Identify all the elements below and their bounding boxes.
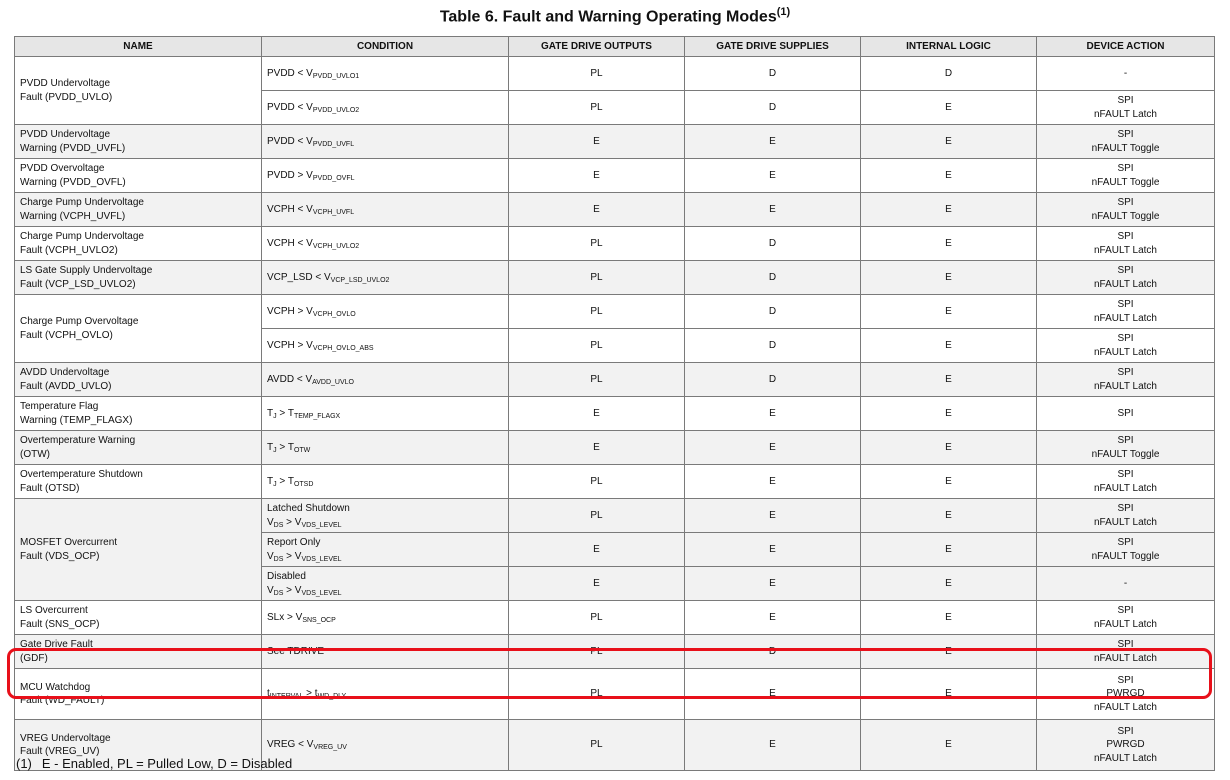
condition-text: > T (276, 407, 294, 419)
gate-drive-outputs-cell: PL (509, 499, 685, 533)
internal-logic-cell: E (861, 125, 1037, 159)
fault-name-line: Charge Pump Undervoltage (20, 231, 144, 242)
gate-drive-supplies-cell: E (685, 533, 861, 567)
fault-name-line: Fault (VDS_OCP) (20, 550, 100, 562)
device-action-line: nFAULT Latch (1094, 346, 1157, 358)
gate-drive-outputs-cell: PL (509, 261, 685, 295)
gate-drive-supplies-cell: D (685, 295, 861, 329)
condition-text: VCP_LSD < V (267, 271, 331, 283)
device-action-cell (1037, 261, 1215, 295)
device-action-cell (1037, 193, 1215, 227)
fault-name-line: PVDD Undervoltage (20, 129, 111, 140)
device-action-line: - (1123, 577, 1128, 589)
gate-drive-outputs-cell: E (509, 159, 685, 193)
condition-cell (262, 669, 509, 720)
condition-text: VCPH < V (267, 237, 313, 249)
fault-name-line: Warning (PVDD_UVFL) (20, 142, 126, 154)
condition-cell (262, 91, 509, 125)
internal-logic-cell: D (861, 57, 1037, 91)
fault-name-cell (15, 635, 262, 669)
internal-logic-cell: E (861, 91, 1037, 125)
device-action-cell (1037, 720, 1215, 771)
gate-drive-supplies-cell: E (685, 431, 861, 465)
device-action-cell (1037, 295, 1215, 329)
footnote (16, 756, 292, 771)
gate-drive-outputs-cell: PL (509, 227, 685, 261)
fault-name-cell (15, 295, 262, 363)
condition-text: V (267, 516, 274, 528)
device-action-line: SPI (1117, 639, 1134, 650)
condition-text: SLx > V (267, 611, 303, 623)
gate-drive-supplies-cell: E (685, 125, 861, 159)
internal-logic-cell: E (861, 397, 1037, 431)
device-action-line: nFAULT Latch (1094, 752, 1157, 764)
condition-text: V (267, 550, 274, 562)
gate-drive-outputs-cell: PL (509, 57, 685, 91)
internal-logic-cell: E (861, 499, 1037, 533)
fault-name-line: Overtemperature Warning (20, 435, 136, 446)
device-action-line: - (1123, 67, 1128, 79)
gate-drive-outputs-cell: E (509, 567, 685, 601)
table-row (15, 125, 1215, 159)
internal-logic-cell: E (861, 193, 1037, 227)
gate-drive-supplies-cell: D (685, 329, 861, 363)
device-action-line: SPI (1117, 367, 1134, 378)
fault-name-line: Gate Drive Fault (20, 639, 93, 650)
condition-text: > V (283, 550, 302, 562)
fault-name-cell (15, 465, 262, 499)
gate-drive-supplies-cell: D (685, 635, 861, 669)
device-action-line: SPI (1117, 435, 1134, 446)
table-row (15, 499, 1215, 533)
fault-name-cell (15, 261, 262, 295)
device-action-line: nFAULT Toggle (1091, 448, 1160, 460)
gate-drive-outputs-cell: PL (509, 601, 685, 635)
internal-logic-cell: E (861, 533, 1037, 567)
gate-drive-outputs-cell: PL (509, 669, 685, 720)
device-action-line: nFAULT Toggle (1091, 176, 1160, 188)
fault-name-line: AVDD Undervoltage (20, 367, 110, 378)
device-action-line: SPI (1117, 231, 1134, 242)
condition-text: VCPH > V (267, 305, 313, 317)
device-action-cell (1037, 601, 1215, 635)
device-action-line: nFAULT Latch (1094, 244, 1157, 256)
condition-text: See TDRIVE (267, 645, 325, 657)
table-row (15, 397, 1215, 431)
internal-logic-cell: E (861, 159, 1037, 193)
gate-drive-supplies-cell: E (685, 397, 861, 431)
fault-name-line: Warning (VCPH_UVFL) (20, 210, 126, 222)
fault-name-line: VREG Undervoltage (20, 732, 111, 744)
device-action-cell (1037, 329, 1215, 363)
condition-subscript: DS (273, 589, 284, 597)
fault-name-cell (15, 159, 262, 193)
internal-logic-cell: E (861, 329, 1037, 363)
device-action-cell (1037, 57, 1215, 91)
header-condition: CONDITION (262, 37, 509, 57)
condition-cell (262, 363, 509, 397)
fault-name-line: MCU Watchdog (20, 681, 91, 693)
header-row (15, 37, 1215, 57)
footnote-number: (1) (16, 756, 32, 771)
fault-name-cell (15, 397, 262, 431)
header-name: NAME (15, 37, 262, 57)
table-row (15, 227, 1215, 261)
device-action-cell (1037, 397, 1215, 431)
condition-subscript: PVDD_UVLO1 (312, 72, 360, 80)
condition-subscript: VDS_LEVEL (301, 521, 342, 529)
device-action-line: nFAULT Latch (1094, 482, 1157, 494)
fault-name-line: MOSFET Overcurrent (20, 537, 118, 548)
fault-name-cell (15, 669, 262, 720)
device-action-cell (1037, 567, 1215, 601)
device-action-line: nFAULT Latch (1094, 278, 1157, 290)
condition-cell (262, 227, 509, 261)
fault-name-line: Fault (VCP_LSD_UVLO2) (20, 278, 136, 290)
condition-subscript: VCPH_OVLO (312, 310, 356, 318)
header-gate-drive-outputs: GATE DRIVE OUTPUTS (509, 37, 685, 57)
condition-subscript: AVDD_UVLO (312, 378, 354, 386)
table-row (15, 57, 1215, 91)
condition-text: > t (303, 688, 318, 700)
device-action-cell (1037, 533, 1215, 567)
condition-text: PVDD < V (267, 135, 313, 147)
condition-text: > V (283, 584, 302, 596)
condition-subscript: J (273, 446, 277, 454)
condition-cell (262, 567, 509, 601)
device-action-line: SPI (1117, 537, 1134, 548)
condition-cell (262, 295, 509, 329)
condition-cell (262, 397, 509, 431)
condition-subscript: VREG_UV (313, 744, 347, 752)
gate-drive-supplies-cell: D (685, 363, 861, 397)
fault-name-line: PVDD Overvoltage (20, 163, 105, 174)
table-row (15, 431, 1215, 465)
internal-logic-cell: E (861, 601, 1037, 635)
device-action-line: nFAULT Latch (1094, 516, 1157, 528)
fault-name-line: Temperature Flag (20, 401, 99, 412)
condition-text: Latched Shutdown (267, 503, 350, 514)
fault-name-line: Fault (WD_FAULT) (20, 695, 105, 706)
condition-cell (262, 159, 509, 193)
condition-cell (262, 193, 509, 227)
gate-drive-supplies-cell: D (685, 261, 861, 295)
gate-drive-outputs-cell: PL (509, 329, 685, 363)
device-action-cell (1037, 669, 1215, 720)
fault-modes-table (14, 36, 1215, 771)
device-action-line: SPI (1117, 674, 1134, 686)
condition-cell (262, 125, 509, 159)
internal-logic-cell: E (861, 669, 1037, 720)
gate-drive-outputs-cell: E (509, 431, 685, 465)
condition-subscript: DS (273, 521, 284, 529)
condition-subscript: OTSD (293, 480, 314, 488)
device-action-line: PWRGD (1106, 688, 1145, 700)
gate-drive-supplies-cell: D (685, 91, 861, 125)
device-action-line: SPI (1117, 163, 1134, 174)
internal-logic-cell: E (861, 261, 1037, 295)
fault-name-line: Fault (AVDD_UVLO) (20, 380, 112, 392)
gate-drive-supplies-cell: E (685, 567, 861, 601)
device-action-line: nFAULT Toggle (1091, 550, 1160, 562)
internal-logic-cell: E (861, 720, 1037, 771)
gate-drive-supplies-cell: E (685, 669, 861, 720)
device-action-line: SPI (1117, 265, 1134, 276)
condition-cell (262, 499, 509, 533)
fault-name-line: (OTW) (20, 448, 50, 460)
condition-text: AVDD < V (267, 373, 313, 385)
fault-name-line: Fault (OTSD) (20, 482, 80, 494)
device-action-cell (1037, 125, 1215, 159)
device-action-line: nFAULT Latch (1094, 108, 1157, 120)
condition-subscript: J (273, 480, 277, 488)
device-action-line: nFAULT Latch (1094, 380, 1157, 392)
condition-text: VCPH < V (267, 203, 313, 215)
header-internal-logic: INTERNAL LOGIC (861, 37, 1037, 57)
condition-text: Report Only (267, 537, 321, 548)
device-action-line: SPI (1117, 299, 1134, 310)
gate-drive-outputs-cell: E (509, 125, 685, 159)
device-action-line: nFAULT Latch (1094, 312, 1157, 324)
gate-drive-supplies-cell: E (685, 499, 861, 533)
condition-cell (262, 261, 509, 295)
fault-name-line: LS Gate Supply Undervoltage (20, 265, 153, 276)
condition-subscript: SNS_OCP (302, 616, 336, 624)
fault-name-line: Fault (SNS_OCP) (20, 618, 100, 630)
condition-text: > V (283, 516, 302, 528)
device-action-line: SPI (1117, 333, 1134, 344)
table-row (15, 601, 1215, 635)
condition-subscript: INTERVAL (269, 693, 304, 701)
internal-logic-cell: E (861, 295, 1037, 329)
condition-text: PVDD < V (267, 101, 313, 113)
condition-subscript: VDS_LEVEL (301, 555, 342, 563)
device-action-line: nFAULT Toggle (1091, 210, 1160, 222)
condition-cell (262, 431, 509, 465)
table-row (15, 159, 1215, 193)
table-row (15, 363, 1215, 397)
device-action-line: nFAULT Toggle (1091, 142, 1160, 154)
condition-subscript: VCPH_OVLO_ABS (312, 344, 374, 352)
condition-subscript: DS (273, 555, 284, 563)
condition-subscript: VCPH_UVFL (312, 208, 355, 216)
gate-drive-outputs-cell: E (509, 193, 685, 227)
gate-drive-supplies-cell: D (685, 57, 861, 91)
condition-text: Disabled (267, 571, 306, 582)
gate-drive-outputs-cell: PL (509, 465, 685, 499)
condition-text: V (267, 584, 274, 596)
condition-text: T (267, 407, 274, 419)
condition-subscript: VCPH_UVLO2 (312, 242, 360, 250)
device-action-line: SPI (1117, 725, 1134, 737)
gate-drive-outputs-cell: E (509, 533, 685, 567)
device-action-line: nFAULT Latch (1094, 701, 1157, 713)
condition-cell (262, 720, 509, 771)
condition-subscript: VCP_LSD_UVLO2 (330, 276, 390, 284)
condition-subscript: PVDD_UVLO2 (312, 106, 360, 114)
condition-text: VREG < V (267, 739, 314, 751)
table-row (15, 635, 1215, 669)
fault-name-line: Warning (TEMP_FLAGX) (20, 414, 133, 426)
gate-drive-supplies-cell: E (685, 465, 861, 499)
fault-name-cell (15, 57, 262, 125)
fault-name-line: PVDD Undervoltage (20, 78, 111, 89)
header-device-action: DEVICE ACTION (1037, 37, 1215, 57)
device-action-line: nFAULT Latch (1094, 652, 1157, 664)
fault-name-cell (15, 601, 262, 635)
device-action-cell (1037, 227, 1215, 261)
fault-name-line: Charge Pump Overvoltage (20, 316, 139, 327)
table-row (15, 465, 1215, 499)
internal-logic-cell: E (861, 567, 1037, 601)
title-footnote-ref: (1) (776, 6, 791, 18)
fault-name-cell (15, 193, 262, 227)
device-action-line: SPI (1117, 503, 1134, 514)
condition-subscript: PVDD_OVFL (312, 174, 355, 182)
fault-name-line: Warning (PVDD_OVFL) (20, 176, 126, 188)
fault-name-cell (15, 125, 262, 159)
condition-cell (262, 465, 509, 499)
gate-drive-supplies-cell: E (685, 720, 861, 771)
condition-text: T (267, 441, 274, 453)
fault-name-line: Fault (VCPH_UVLO2) (20, 244, 118, 256)
device-action-line: SPI (1117, 469, 1134, 480)
fault-name-line: Fault (VCPH_OVLO) (20, 329, 113, 341)
internal-logic-cell: E (861, 465, 1037, 499)
internal-logic-cell: E (861, 363, 1037, 397)
device-action-line: PWRGD (1106, 739, 1145, 751)
condition-text: PVDD > V (267, 169, 313, 181)
device-action-cell (1037, 431, 1215, 465)
gate-drive-outputs-cell: PL (509, 720, 685, 771)
condition-cell (262, 635, 509, 669)
condition-text: VCPH > V (267, 339, 313, 351)
condition-subscript: OTW (293, 446, 311, 454)
table-title: Table 6. Fault and Warning Operating Modes$^{(1)}$ (439, 6, 791, 26)
footnote-text: E - Enabled, PL = Pulled Low, D = Disabled (41, 756, 293, 771)
device-action-line: SPI (1117, 605, 1134, 616)
condition-subscript: PVDD_UVFL (312, 140, 355, 148)
gate-drive-outputs-cell: PL (509, 295, 685, 329)
device-action-line: nFAULT Latch (1094, 618, 1157, 630)
condition-text: > T (276, 475, 294, 487)
gate-drive-outputs-cell: PL (509, 635, 685, 669)
device-action-cell (1037, 635, 1215, 669)
gate-drive-outputs-cell: PL (509, 91, 685, 125)
internal-logic-cell: E (861, 431, 1037, 465)
condition-subscript: VDS_LEVEL (301, 589, 342, 597)
table-row (15, 193, 1215, 227)
gate-drive-supplies-cell: D (685, 227, 861, 261)
condition-cell (262, 601, 509, 635)
device-action-cell (1037, 91, 1215, 125)
table-row (15, 669, 1215, 720)
device-action-line: SPI (1117, 129, 1134, 140)
fault-name-line: Fault (PVDD_UVLO) (20, 91, 113, 103)
internal-logic-cell: E (861, 635, 1037, 669)
device-action-line: SPI (1117, 407, 1134, 419)
device-action-line: SPI (1117, 197, 1134, 208)
condition-text: > T (276, 441, 294, 453)
condition-subscript: J (273, 412, 277, 420)
fault-name-line: Fault (VREG_UV) (20, 746, 100, 757)
table-row (15, 295, 1215, 329)
device-action-line: SPI (1117, 95, 1134, 106)
condition-cell (262, 533, 509, 567)
gate-drive-outputs-cell: PL (509, 363, 685, 397)
header-gate-drive-supplies: GATE DRIVE SUPPLIES (685, 37, 861, 57)
condition-text: PVDD < V (267, 67, 313, 79)
fault-name-cell (15, 363, 262, 397)
internal-logic-cell: E (861, 227, 1037, 261)
gate-drive-outputs-cell: E (509, 397, 685, 431)
condition-subscript: TEMP_FLAGX (293, 412, 341, 420)
condition-text: T (267, 475, 274, 487)
fault-name-cell (15, 431, 262, 465)
condition-cell (262, 329, 509, 363)
device-action-cell (1037, 499, 1215, 533)
fault-name-line: Charge Pump Undervoltage (20, 197, 144, 208)
gate-drive-supplies-cell: E (685, 601, 861, 635)
fault-name-line: (GDF) (20, 652, 48, 664)
condition-text: t (267, 688, 270, 700)
gate-drive-supplies-cell: E (685, 159, 861, 193)
fault-name-line: Overtemperature Shutdown (20, 469, 143, 480)
table-row (15, 261, 1215, 295)
table-body (15, 57, 1215, 771)
fault-name-line: LS Overcurrent (20, 605, 88, 616)
device-action-cell (1037, 159, 1215, 193)
condition-subscript: WD_DLY (317, 693, 347, 701)
fault-name-cell (15, 227, 262, 261)
device-action-cell (1037, 465, 1215, 499)
device-action-cell (1037, 363, 1215, 397)
condition-cell (262, 57, 509, 91)
gate-drive-supplies-cell: E (685, 193, 861, 227)
fault-name-cell (15, 499, 262, 601)
